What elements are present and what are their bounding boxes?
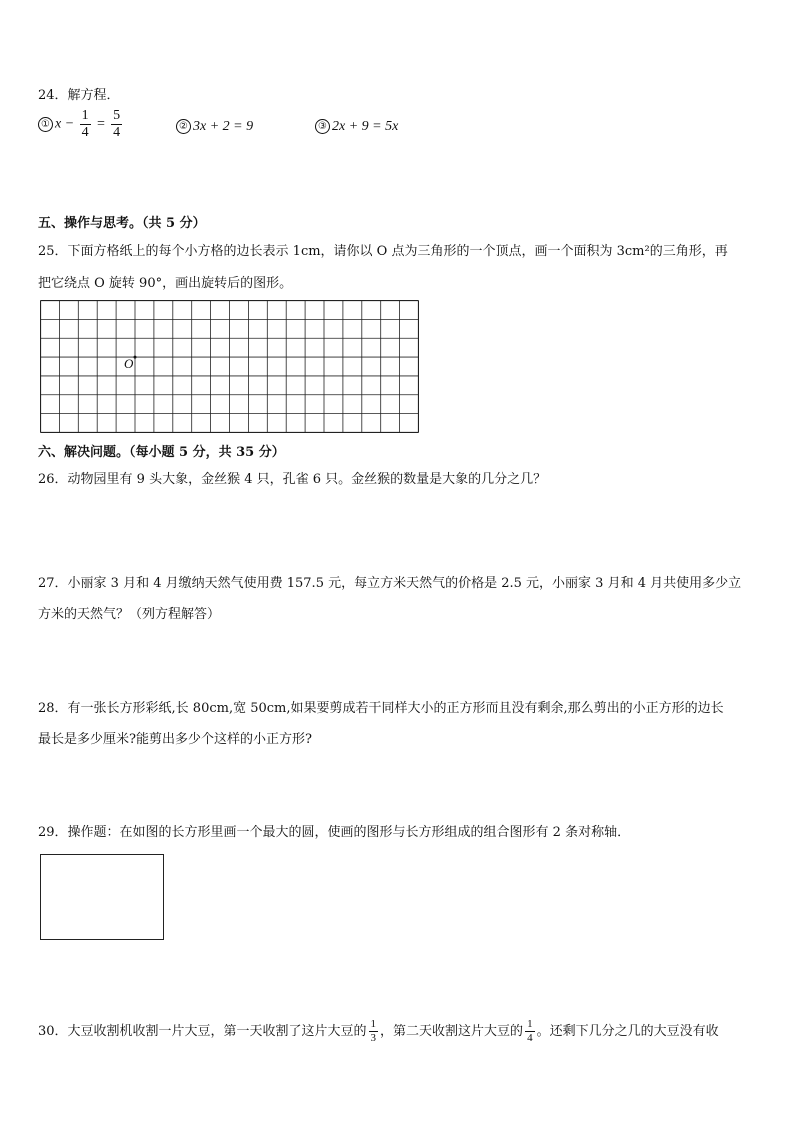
variable-x: x <box>55 116 62 132</box>
equals-sign: = <box>96 116 106 132</box>
rectangle-figure <box>40 854 164 940</box>
fraction-1-3 <box>369 1019 379 1044</box>
q25-line-1: 25．下面方格纸上的每个小方格的边长表示 1cm，请你以 O 点为三角形的一个顶点，画一个面积为 3cm²的三角形，再 <box>38 244 728 259</box>
section-6-heading: 六、解决问题。（每小题 5 分，共 35 分） <box>38 445 285 460</box>
point-o <box>134 356 137 359</box>
q28-line-2: 最长是多少厘米?能剪出多少个这样的小正方形? <box>38 732 312 747</box>
denominator: 4 <box>113 125 121 140</box>
denominator: 4 <box>527 1032 533 1044</box>
circled-number: ② <box>176 119 191 134</box>
q30-part-3: 。还剩下几分之几的大豆没有收 <box>536 1024 719 1039</box>
point-o-label: O <box>124 356 134 371</box>
q24-equation-1 <box>38 109 124 140</box>
numerator: 5 <box>113 108 121 123</box>
denominator: 3 <box>370 1032 377 1044</box>
equation-text: 2x + 9 = 5x <box>332 119 399 134</box>
circled-number: ① <box>38 117 53 132</box>
q24-equation-3 <box>315 119 398 135</box>
circled-number: ③ <box>315 119 330 134</box>
section-5-heading: 五、操作与思考。（共 5 分） <box>38 216 206 231</box>
numerator: 1 <box>81 108 89 123</box>
q25-line-2: 把它绕点 O 旋转 90°，画出旋转后的图形。 <box>38 276 293 291</box>
fraction-1-4 <box>525 1019 535 1044</box>
fraction-5-4 <box>111 109 122 140</box>
q29-text: 29．操作题：在如图的长方形里画一个最大的圆，使画的图形与长方形组成的组合图形有 2 条对称轴． <box>38 825 631 840</box>
fraction-1-4 <box>80 109 91 140</box>
q24-title: 24．解方程． <box>38 88 120 103</box>
equation-text: 3x + 2 = 9 <box>193 119 254 134</box>
q30-part-1: 30．大豆收割机收割一片大豆，第一天收割了这片大豆的 <box>38 1024 367 1039</box>
q30-text <box>38 1019 719 1044</box>
q26-text: 26．动物园里有 9 头大象，金丝猴 4 只，孔雀 6 只。金丝猴的数量是大象的几分之几？ <box>38 472 547 487</box>
square-grid <box>40 300 419 433</box>
q28-line-1: 28．有一张长方形彩纸,长 80cm,宽 50cm,如果要剪成若干同样大小的正方形而且没有剩余,那么剪出的小正方形的边长 <box>38 701 724 716</box>
q30-part-2: ，第二天收割这片大豆的 <box>380 1024 524 1039</box>
numerator: 1 <box>370 1018 377 1030</box>
numerator: 1 <box>527 1018 533 1030</box>
grid-svg <box>40 300 419 433</box>
q24-equation-2 <box>176 119 253 135</box>
q27-line-2: 方米的天然气？（列方程解答） <box>38 607 221 622</box>
denominator: 4 <box>81 125 89 140</box>
q27-line-1: 27．小丽家 3 月和 4 月缴纳天然气使用费 157.5 元，每立方米天然气的价格是 2.5 元，小丽家 3 月和 4 月共使用多少立 <box>38 576 742 591</box>
minus-sign: − <box>64 116 75 132</box>
